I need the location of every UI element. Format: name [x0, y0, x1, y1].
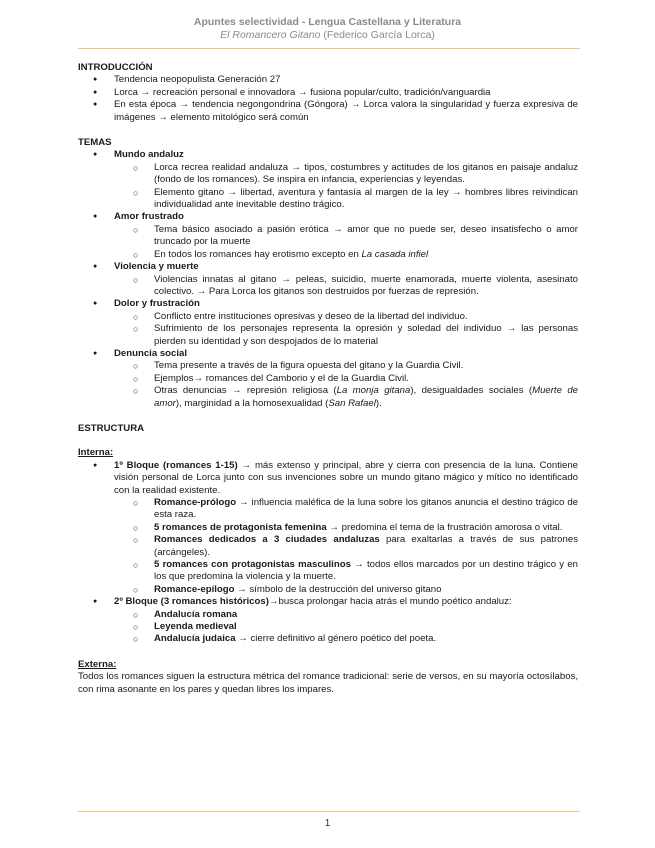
list-item: ○ Sufrimiento de los personajes representa la opresión y soledad del individuo → las personas pierden su identidad y son despojados de lo material	[78, 323, 578, 348]
bloque-title: 2º Bloque (3 romances históricos)	[114, 596, 269, 608]
list-item: ○ Tema presente a través de la figura opuesta del gitano y la Guardia Civil.	[78, 360, 578, 372]
tema-dolor	[78, 298, 578, 348]
externa-label: Externa:	[78, 658, 117, 670]
list-item: ● Tendencia neopopulista Generación 27	[78, 74, 578, 86]
list-item: ○ Andalucía judaica → cierre definitivo al género poético del poeta.	[78, 633, 578, 645]
list-item: ○ Romances dedicados a 3 ciudades andaluzas para exaltarlas a través de sus patrones (arcángeles).	[78, 534, 578, 559]
externa-text: Todos los romances siguen la estructura métrica del romance tradicional: serie de versos, en su mayoría octosílabos, con rima asonante en los pares y quedan libres los impares.	[78, 671, 578, 695]
intro-heading: INTRODUCCIÓN	[78, 62, 153, 73]
list-item: ○ Lorca recrea realidad andaluza → tipos, costumbres y actitudes de los gitanos en paisaje andaluz (fondo de los romances). Se inspira en infancia, experiencias y leyendas.	[78, 162, 578, 187]
bloque-title: 1º Bloque (romances 1-15)	[114, 459, 238, 471]
tema-title: Denuncia social	[114, 347, 188, 359]
interna-label: Interna:	[78, 447, 114, 459]
page-header	[0, 16, 655, 42]
document-body	[78, 62, 578, 696]
temas-heading: TEMAS	[78, 137, 112, 149]
tema-title: Dolor y frustración	[114, 298, 200, 310]
tema-amor-frustrado	[78, 211, 578, 261]
list-item: ● En esta época → tendencia negongondrina (Góngora) → Lorca valora la singularidad y fuerza expresiva de imágenes → elemento mitológico será común	[78, 99, 578, 124]
header-author: (Federico García Lorca)	[320, 29, 435, 41]
tema-violencia	[78, 261, 578, 298]
header-work-title: El Romancero Gitano	[220, 29, 321, 41]
interna-list	[78, 460, 578, 646]
tema-title: Mundo andaluz	[114, 149, 184, 161]
list-item: ○ Romance-prólogo → influencia maléfica de la luna sobre los gitanos anuncia el destino trágico de esta raza.	[78, 497, 578, 522]
list-item: ○ Otras denuncias → represión religiosa (La monja gitana), desigualdades sociales (Muerte de amor), marginidad a la homosexualidad (San Rafael).	[78, 385, 578, 410]
list-item: ○ Leyenda medieval	[78, 621, 578, 633]
list-item: ○ Conflicto entre instituciones opresivas y deseo de la libertad del individuo.	[78, 311, 578, 323]
temas-list	[78, 149, 578, 410]
tema-title: Amor frustrado	[114, 211, 184, 223]
list-item: ○ Ejemplos→ romances del Camborio y el de la Guardia Civil.	[78, 373, 578, 385]
header-rule	[78, 48, 580, 49]
estructura-heading: ESTRUCTURA	[78, 422, 145, 434]
list-item: ○ 5 romances de protagonista femenina → predomina el tema de la frustración amorosa o vital.	[78, 522, 578, 534]
list-item: ○ Romance-epílogo → símbolo de la destrucción del universo gitano	[78, 584, 578, 596]
list-item: ○ Andalucía romana	[78, 609, 578, 621]
tema-title: Violencia y muerte	[114, 261, 199, 273]
work-title: La casada infiel	[361, 248, 429, 260]
bloque-2: ● 2º Bloque (3 romances históricos)→busca prolongar hacia atrás el mundo poético andaluz: ○ Andalucía romana ○ Leyenda medieval ○ Andalucía judaica → cierre definitivo al género poético del poeta.	[78, 596, 578, 646]
list-item: ○ Violencias innatas al gitano → peleas, suicidio, muerte enamorada, muerte violenta, asesinato colectivo. → Para Lorca los gitanos son destruidos por fuerzas de represión.	[78, 274, 578, 299]
intro-list	[78, 74, 578, 124]
list-item: ○ Tema básico asociado a pasión erótica → amor que no puede ser, deseo insatisfecho o amor truncado por la muerte	[78, 224, 578, 249]
tema-denuncia	[78, 348, 578, 410]
page-number: 1	[324, 818, 331, 829]
list-item: ○ En todos los romances hay erotismo excepto en La casada infiel	[78, 249, 578, 261]
list-item: ● Lorca → recreación personal e innovadora → fusiona popular/culto, tradición/vanguardia	[78, 87, 578, 99]
footer-rule	[78, 811, 580, 812]
header-title	[0, 29, 655, 42]
tema-mundo-andaluz	[78, 149, 578, 211]
list-item: ○ 5 romances con protagonistas masculinos → todos ellos marcados por un destino trágico y en los que predomina la violencia y la muerte.	[78, 559, 578, 584]
list-item: ○ Elemento gitano → libertad, aventura y fantasía al margen de la ley → hombres libres reivindican individualidad ante inevitable destino trágico.	[78, 187, 578, 212]
bloque-1: ● 1º Bloque (romances 1-15) → más extenso y principal, abre y cierra con presencia de la luna. Contiene visión personal de Lorca junto con sus invenciones sobre un mundo gitano mágico y mítico no identificado con la realidad existente. ○ Romance-prólogo → influencia maléfica de la luna sobre los gitanos anuncia el destino trágico de esta raza. ○ 5 romances de protagonista femenina → predomina el tema de la frustración amorosa o vital. ○ Romances dedicados a 3 ciudades andaluzas para exaltarlas a través de sus patrones (arcángeles). ○ 5 romances con protagonistas masculinos → todos ellos marcados por un destino trágico y en los que predomina la violencia y la muerte. ○ Romance-epílogo → símbolo de la destrucción del universo gitano	[78, 460, 578, 596]
header-course: Apuntes selectividad - Lengua Castellana y Literatura	[193, 16, 462, 28]
